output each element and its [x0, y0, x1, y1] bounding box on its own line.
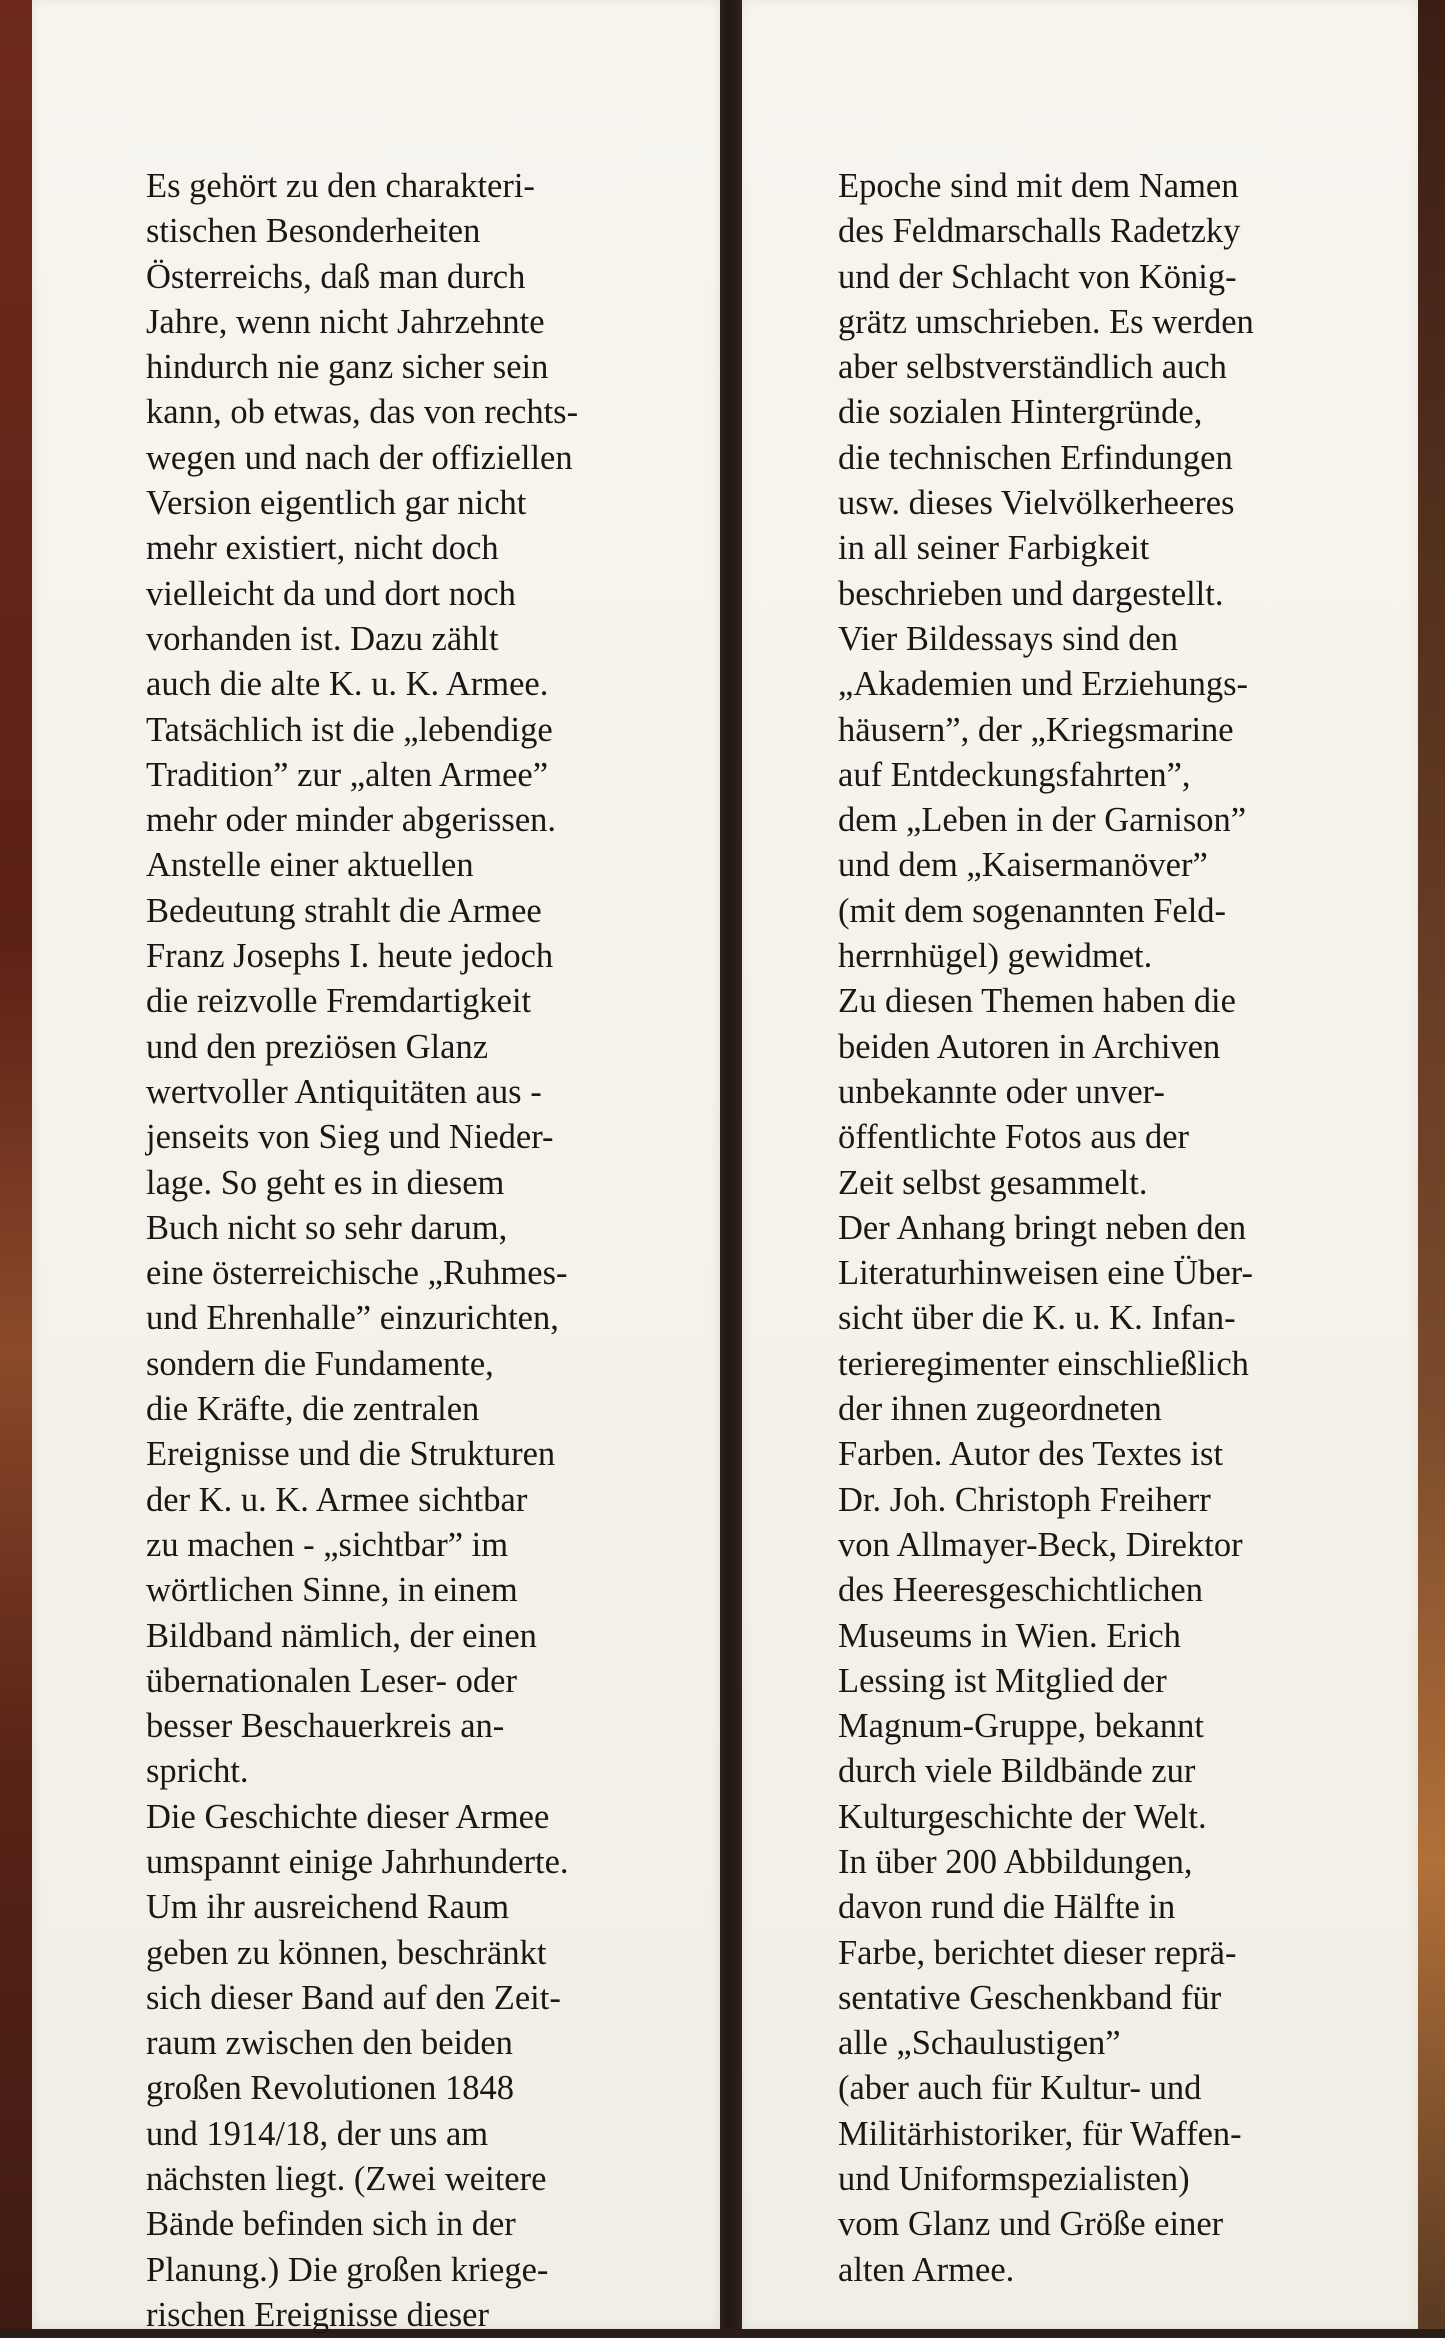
text-line: dem „Leben in der Garnison”	[838, 801, 1247, 840]
text-line: herrnhügel) gewidmet.	[838, 937, 1153, 976]
text-line: sich dieser Band auf den Zeit-	[146, 1978, 561, 2017]
text-line: und der Schlacht von König-	[838, 257, 1237, 296]
text-line: davon rund die Hälfte in	[838, 1888, 1176, 1927]
text-line: Bände befinden sich in der	[146, 2205, 516, 2244]
text-line: Epoche sind mit dem Namen	[838, 167, 1239, 205]
text-line: Tradition” zur „alten Armee”	[146, 755, 549, 794]
text-line: der ihnen zugeordneten	[838, 1390, 1162, 1429]
text-line: Kulturgeschichte der Welt.	[838, 1797, 1207, 1836]
text-line: Literaturhinweisen eine Über-	[838, 1254, 1254, 1293]
text-line: häusern”, der „Kriegsmarine	[838, 710, 1234, 749]
text-line: (mit dem sogenannten Feld-	[838, 891, 1227, 930]
text-line: durch viele Bildbände zur	[838, 1752, 1196, 1791]
text-line: Museums in Wien. Erich	[838, 1616, 1181, 1655]
text-line: Dr. Joh. Christoph Freiherr	[838, 1480, 1211, 1519]
text-line: öffentlichte Fotos aus der	[838, 1118, 1189, 1157]
text-line: und 1914/18, der uns am	[146, 2114, 489, 2153]
text-line: (aber auch für Kultur- und	[838, 2069, 1202, 2108]
text-line: wertvoller Antiquitäten aus -	[146, 1072, 542, 1111]
text-line: geben zu können, beschränkt	[146, 1933, 547, 1972]
text-line: nächsten liegt. (Zwei weitere	[146, 2160, 547, 2199]
text-line: Bedeutung strahlt die Armee	[146, 891, 542, 930]
text-line: stischen Besonderheiten	[146, 212, 481, 251]
text-line: die technischen Erfindungen	[838, 438, 1233, 477]
text-line: Franz Josephs I. heute jedoch	[146, 937, 554, 976]
text-line: des Feldmarschalls Radetzky	[838, 212, 1241, 251]
text-line: Zeit selbst gesammelt.	[838, 1163, 1148, 1202]
text-line: großen Revolutionen 1848	[146, 2069, 514, 2108]
text-line: mehr existiert, nicht doch	[146, 529, 499, 568]
text-line: sondern die Fundamente,	[146, 1344, 494, 1383]
text-line: und Uniformspezialisten)	[838, 2160, 1190, 2199]
text-line: alle „Schaulustigen”	[838, 2024, 1121, 2063]
text-line: aber selbstverständlich auch	[838, 348, 1227, 387]
text-line: vorhanden ist. Dazu zählt	[146, 619, 499, 658]
text-line: lage. So geht es in diesem	[146, 1163, 505, 1202]
text-line: mehr oder minder abgerissen.	[146, 801, 557, 840]
text-line: die Kräfte, die zentralen	[146, 1390, 480, 1429]
text-line: auch die alte K. u. K. Armee.	[146, 665, 549, 704]
text-line: terieregimenter einschließlich	[838, 1344, 1249, 1383]
text-line: spricht.	[146, 1752, 249, 1791]
text-line: jenseits von Sieg und Nieder-	[146, 1118, 554, 1157]
text-line: wörtlichen Sinne, in einem	[146, 1571, 518, 1610]
text-line: Es gehört zu den charakteri-	[146, 167, 535, 205]
text-line: Version eigentlich gar nicht	[146, 484, 527, 523]
text-line: Österreichs, daß man durch	[146, 257, 526, 296]
text-line: vom Glanz und Größe einer	[838, 2205, 1224, 2244]
text-line: Buch nicht so sehr darum,	[146, 1208, 508, 1247]
text-line: die sozialen Hintergründe,	[838, 393, 1203, 432]
text-line: beiden Autoren in Archiven	[838, 1027, 1221, 1066]
text-line: Jahre, wenn nicht Jahrzehnte	[146, 302, 545, 341]
text-line: Die Geschichte dieser Armee	[146, 1797, 550, 1836]
text-line: Bildband nämlich, der einen	[146, 1616, 537, 1655]
text-line: hindurch nie ganz sicher sein	[146, 348, 549, 387]
text-line: „Akademien und Erziehungs-	[838, 665, 1249, 704]
text-line: Magnum-Gruppe, bekannt	[838, 1707, 1204, 1746]
text-line: beschrieben und dargestellt.	[838, 574, 1224, 613]
text-line: in all seiner Farbigkeit	[838, 529, 1150, 568]
text-line: In über 200 Abbildungen,	[838, 1842, 1193, 1881]
text-line: übernationalen Leser- oder	[146, 1661, 517, 1700]
text-line: von Allmayer-Beck, Direktor	[838, 1525, 1243, 1564]
text-line: unbekannte oder unver-	[838, 1072, 1165, 1111]
text-line: besser Beschauerkreis an-	[146, 1707, 505, 1746]
text-line: umspannt einige Jahrhunderte.	[146, 1842, 569, 1881]
text-line: zu machen - „sichtbar” im	[146, 1525, 509, 1564]
text-line: Lessing ist Mitglied der	[838, 1661, 1167, 1700]
text-line: Militärhistoriker, für Waffen-	[838, 2114, 1242, 2153]
left-text-column	[146, 164, 578, 2338]
text-line: die reizvolle Fremdartigkeit	[146, 982, 532, 1021]
text-line: der K. u. K. Armee sichtbar	[146, 1480, 528, 1519]
text-line: des Heeresgeschichtlichen	[838, 1571, 1203, 1610]
text-line: grätz umschrieben. Es werden	[838, 302, 1254, 341]
text-line: und den preziösen Glanz	[146, 1027, 489, 1066]
text-line: Um ihr ausreichend Raum	[146, 1888, 510, 1927]
text-line: Anstelle einer aktuellen	[146, 846, 474, 885]
right-text-column	[838, 164, 1254, 2293]
text-line: Der Anhang bringt neben den	[838, 1208, 1247, 1247]
text-line: vielleicht da und dort noch	[146, 574, 516, 613]
text-line: sicht über die K. u. K. Infan-	[838, 1299, 1236, 1338]
text-line: Tatsächlich ist die „lebendige	[146, 710, 553, 749]
text-line: und Ehrenhalle” einzurichten,	[146, 1299, 559, 1338]
text-line: Vier Bildessays sind den	[838, 619, 1179, 658]
text-line: rischen Ereignisse dieser	[146, 2295, 489, 2334]
text-line: Farbe, berichtet dieser reprä-	[838, 1933, 1237, 1972]
text-line: usw. dieses Vielvölkerheeres	[838, 484, 1235, 523]
text-line: raum zwischen den beiden	[146, 2024, 513, 2063]
text-line: eine österreichische „Ruhmes-	[146, 1254, 568, 1293]
text-line: kann, ob etwas, das von rechts-	[146, 393, 579, 432]
text-line: Zu diesen Themen haben die	[838, 982, 1236, 1021]
text-line: Farben. Autor des Textes ist	[838, 1435, 1224, 1474]
text-line: alten Armee.	[838, 2250, 1015, 2289]
text-line: sentative Geschenkband für	[838, 1978, 1222, 2017]
text-line: und dem „Kaisermanöver”	[838, 846, 1208, 885]
text-line: wegen und nach der offiziellen	[146, 438, 573, 477]
text-line: auf Entdeckungsfahrten”,	[838, 755, 1191, 794]
text-line: Ereignisse und die Strukturen	[146, 1435, 556, 1474]
text-line: Planung.) Die großen kriege-	[146, 2250, 549, 2289]
